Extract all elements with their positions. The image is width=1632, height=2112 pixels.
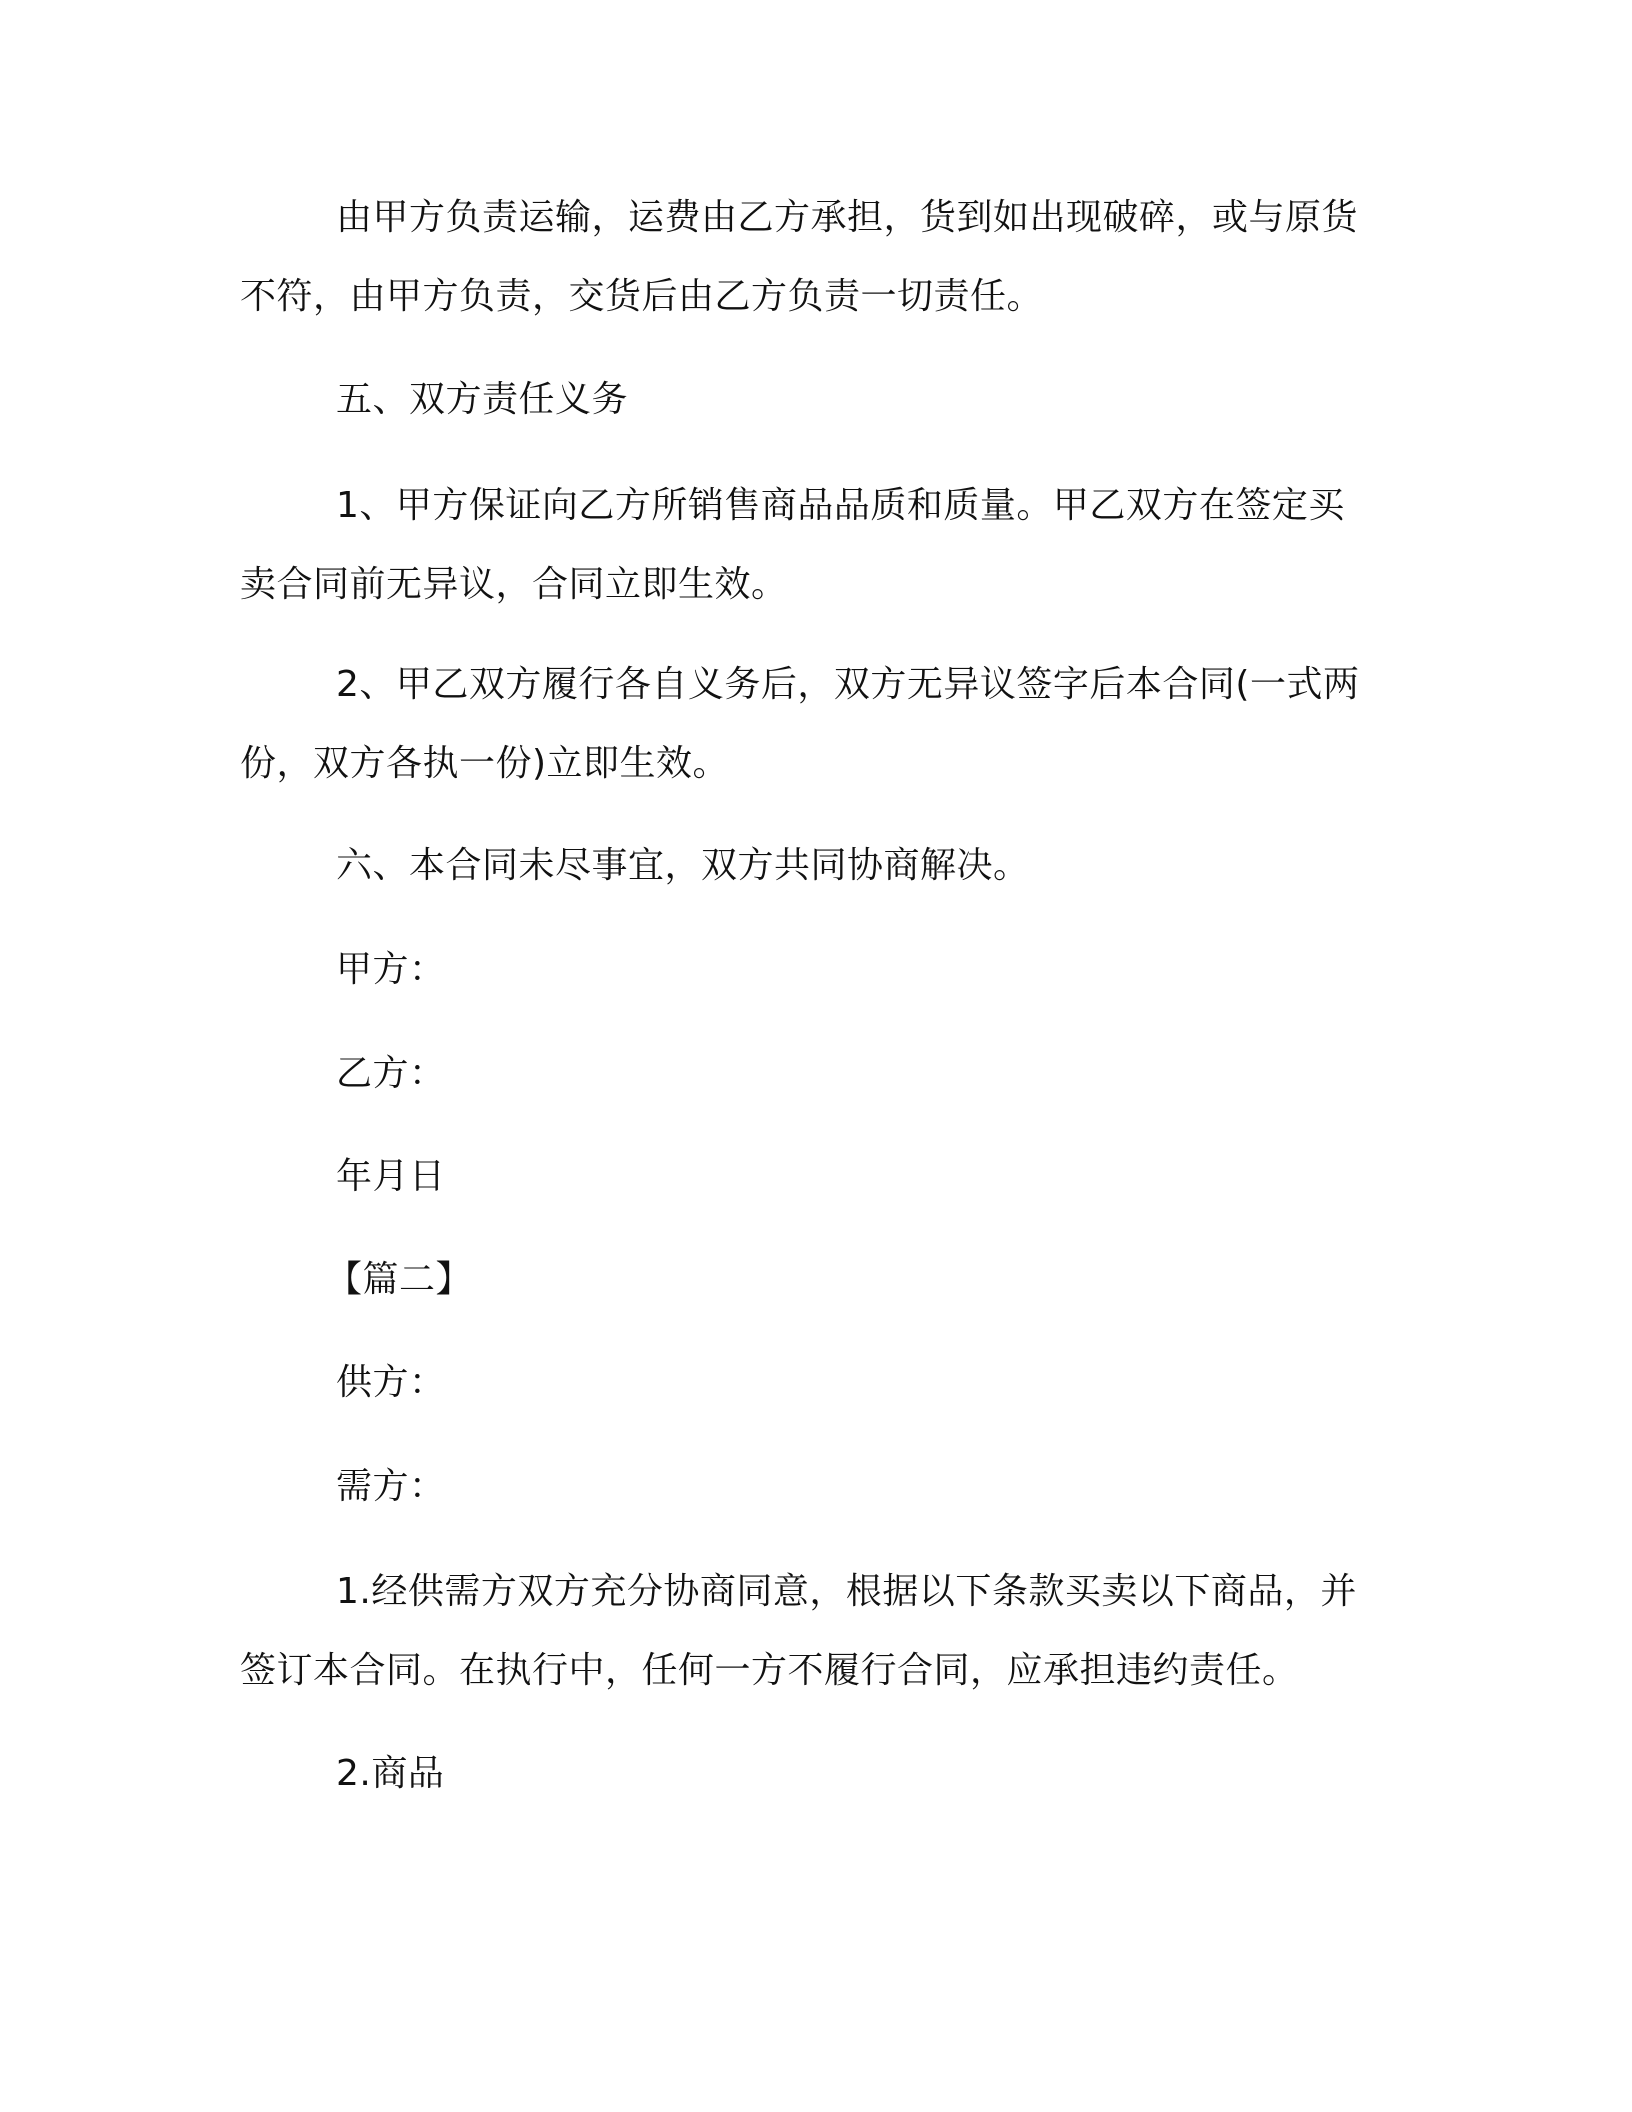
paragraph-item-2: 2.商品 <box>336 1753 445 1794</box>
date-label: 年月日 <box>336 1156 446 1197</box>
paragraph-item-1: 1.经供需方双方充分协商同意，根据以下条款买卖以下商品，并签订本合同。在执行中，任何一方不履行合同，应承担违约责任。 <box>240 1571 1357 1691</box>
party-b-label: 乙方： <box>336 1053 446 1094</box>
paragraph-clause-1: 1、甲方保证向乙方所销售商品品质和质量。甲乙双方在签定买卖合同前无异议，合同立即生效。 <box>240 485 1345 605</box>
part-two-heading: 【篇二】 <box>326 1259 473 1300</box>
paragraph-transport-terms: 由甲方负责运输，运费由乙方承担，货到如出现破碎，或与原货不符，由甲方负责，交货后由乙方负责一切责任。 <box>240 197 1359 317</box>
party-a-label: 甲方： <box>336 949 446 990</box>
section-heading-responsibilities: 五、双方责任义务 <box>336 379 629 420</box>
buyer-label: 需方： <box>336 1466 446 1507</box>
paragraph-clause-2: 2、甲乙双方履行各自义务后，双方无异议签字后本合同(一式两份，双方各执一份)立即生效。 <box>240 664 1360 784</box>
section-heading-misc: 六、本合同未尽事宜，双方共同协商解决。 <box>336 845 1030 886</box>
supplier-label: 供方： <box>336 1362 446 1403</box>
